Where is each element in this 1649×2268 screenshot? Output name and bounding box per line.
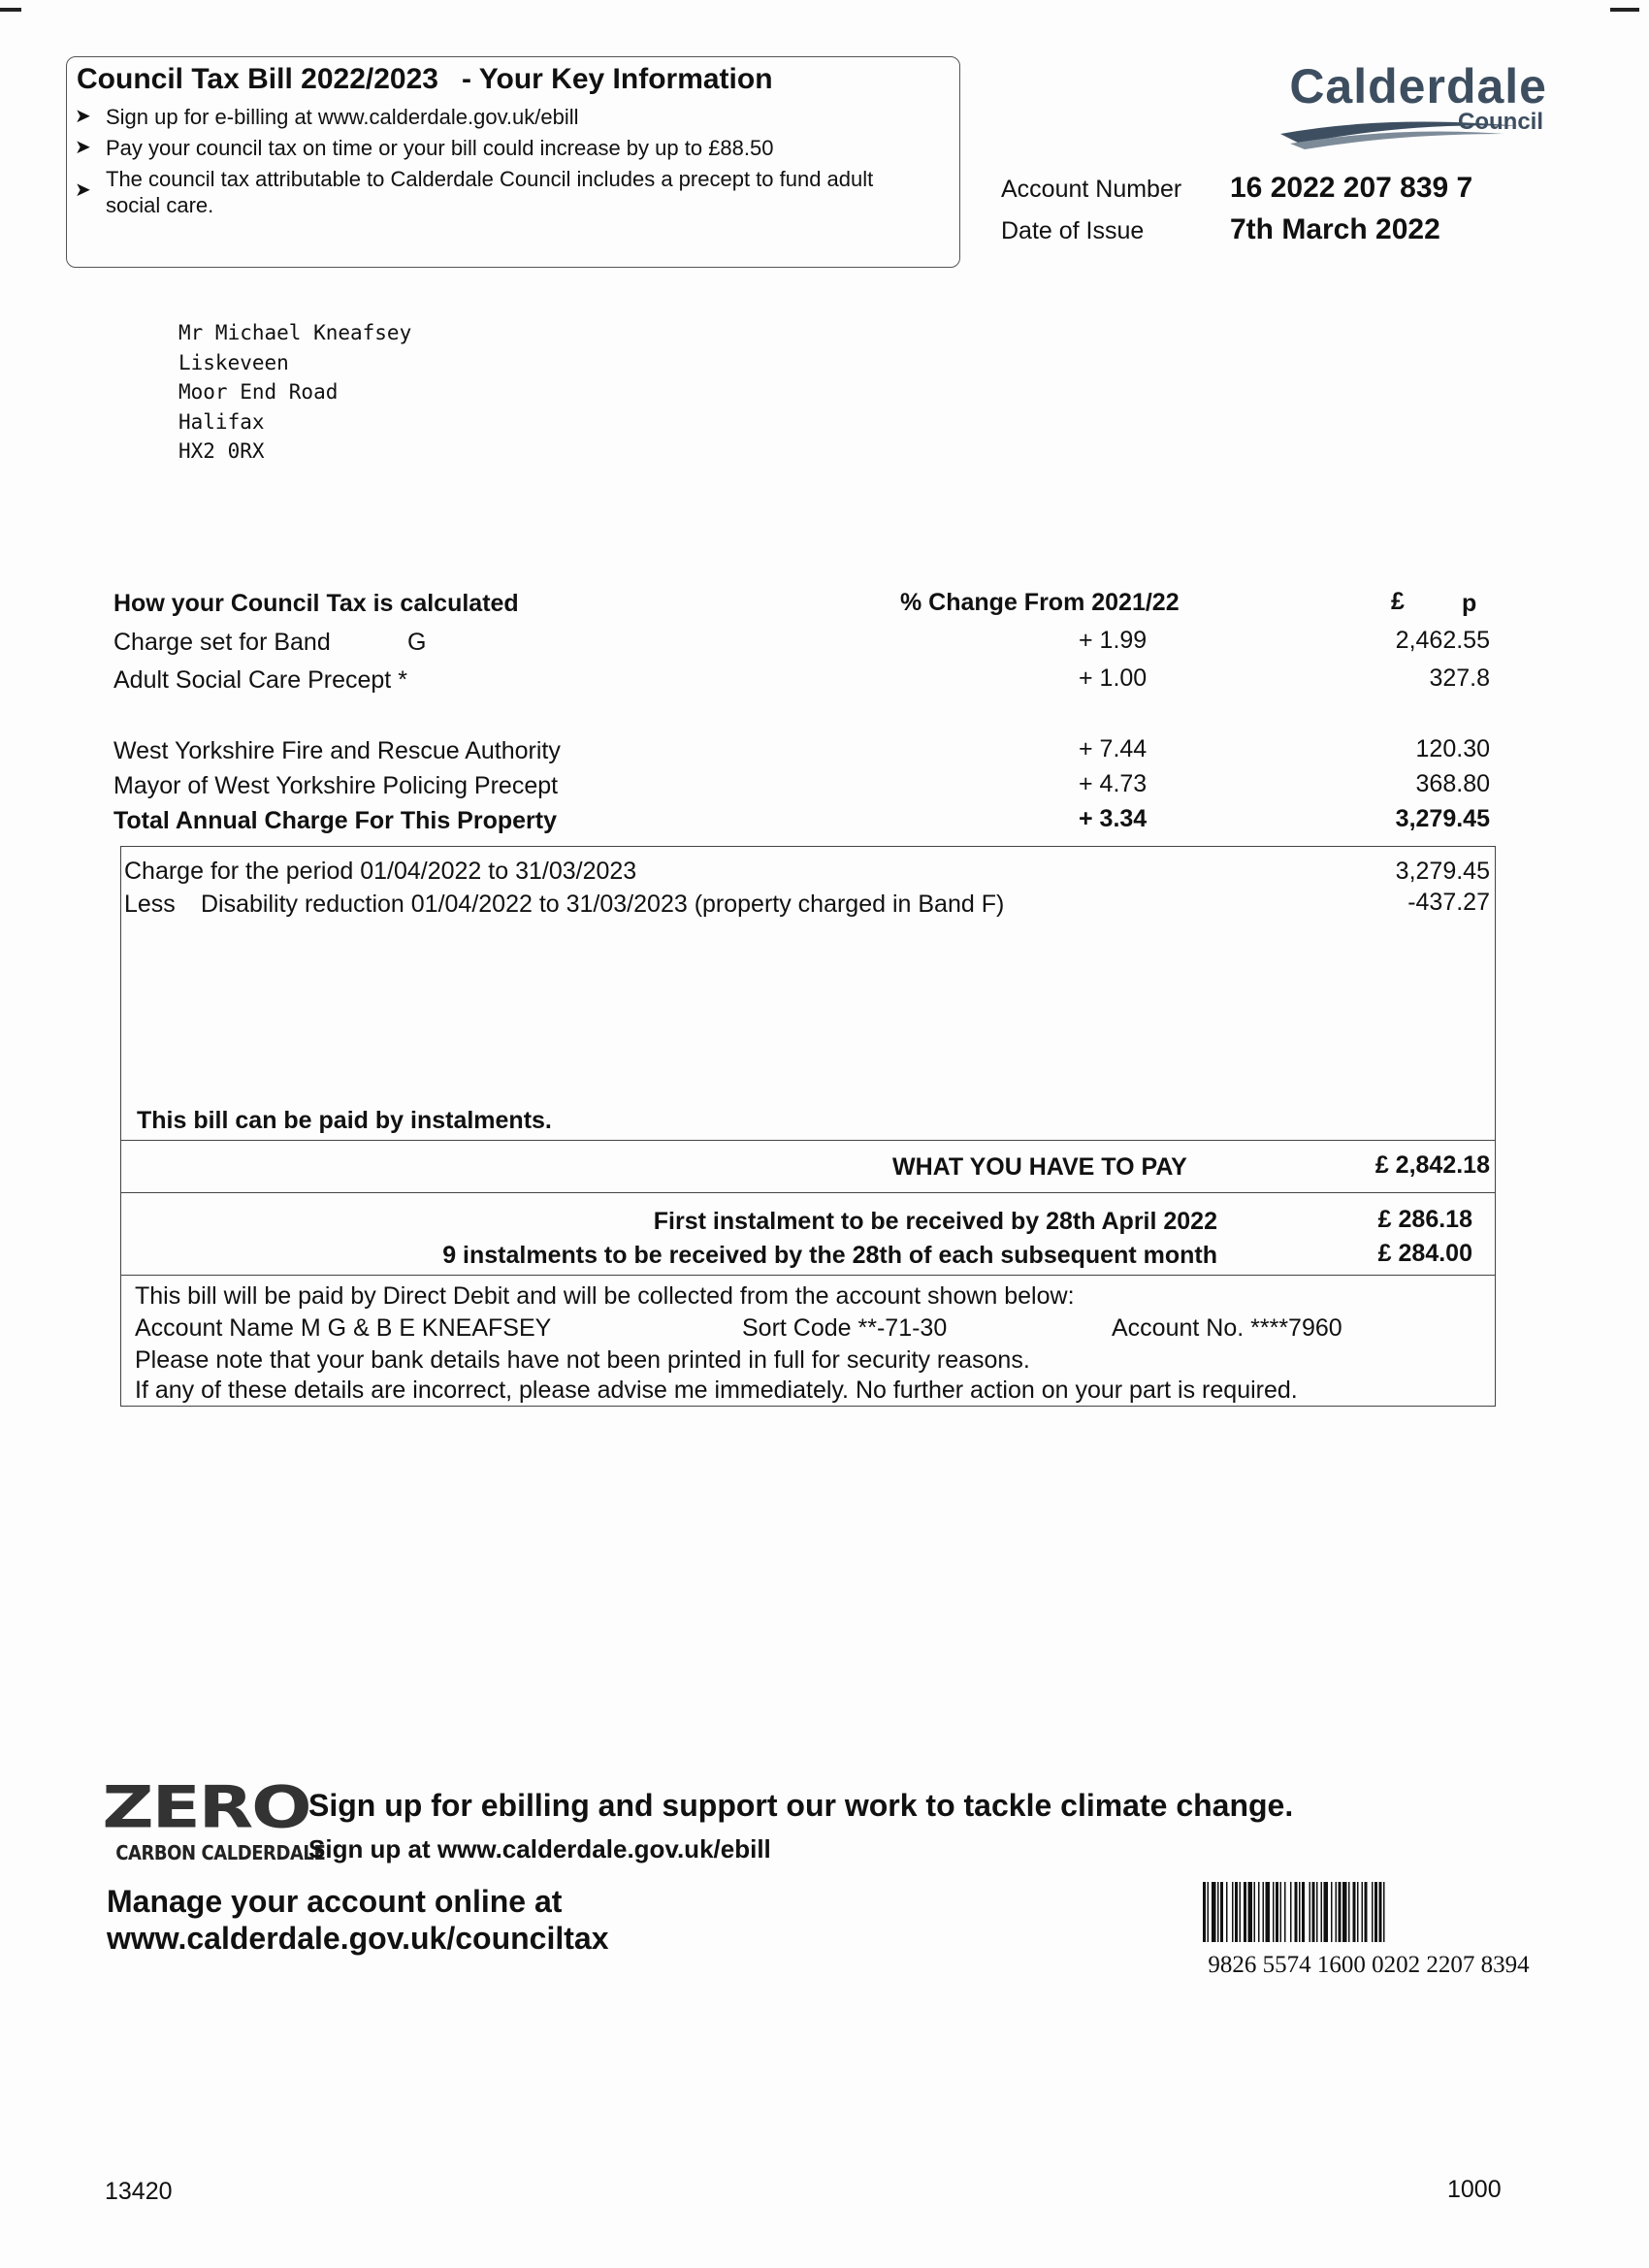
key-info-item xyxy=(75,135,928,161)
adult-social-care-change: + 1.00 xyxy=(1079,664,1148,692)
manage-account-text: Manage your account online at xyxy=(107,1884,563,1919)
zero-logo-word: ZERO xyxy=(102,1773,310,1841)
direct-debit-account-name: Account Name M G & B E KNEAFSEY xyxy=(135,1314,552,1342)
barcode-bar xyxy=(1353,1882,1356,1942)
direct-debit-advise-note: If any of these details are incorrect, please advise me immediately. No further action on your part is required. xyxy=(135,1377,1298,1404)
policing-precept-amount: 368.80 xyxy=(1415,770,1490,797)
zero-logo-subtitle: CARBON CALDERDALE xyxy=(115,1841,326,1864)
barcode-bar xyxy=(1357,1882,1359,1942)
reference-right: 1000 xyxy=(1447,2176,1502,2203)
direct-debit-sort-code: Sort Code **-71-30 xyxy=(742,1314,948,1342)
arrow-bullet-icon: ➤ xyxy=(75,106,91,127)
first-instalment-label: First instalment to be received by 28th April 2022 xyxy=(653,1208,1217,1235)
zero-carbon-calderdale-logo xyxy=(102,1773,326,1868)
barcode-bar xyxy=(1217,1882,1219,1942)
council-tax-link[interactable]: www.calderdale.gov.uk/counciltax xyxy=(107,1921,609,1956)
instalments-note: This bill can be paid by instalments. xyxy=(137,1107,552,1134)
barcode-bar xyxy=(1212,1882,1216,1942)
barcode-bar xyxy=(1299,1882,1301,1942)
barcode-bar xyxy=(1220,1882,1223,1942)
fire-rescue-amount: 120.30 xyxy=(1415,735,1490,762)
bill-subtitle: - Your Key Information xyxy=(461,63,773,95)
barcode-bar xyxy=(1240,1882,1242,1942)
date-of-issue-label: Date of Issue xyxy=(1001,217,1145,244)
barcode-bar xyxy=(1374,1882,1377,1942)
barcode-bar xyxy=(1379,1882,1382,1942)
barcode-bar xyxy=(1266,1882,1271,1942)
barcode-bar xyxy=(1310,1882,1311,1942)
key-info-item xyxy=(75,104,928,130)
calderdale-council-logo xyxy=(1271,58,1547,165)
barcode-bar xyxy=(1383,1882,1385,1942)
divider xyxy=(120,1192,1496,1193)
barcode-bar xyxy=(1372,1882,1374,1942)
direct-debit-account-no: Account No. ****7960 xyxy=(1112,1314,1342,1342)
period-charge-label: Charge for the period 01/04/2022 to 31/03/2023 xyxy=(124,858,637,885)
barcode-bar xyxy=(1276,1882,1278,1942)
barcode-bar xyxy=(1290,1882,1292,1942)
direct-debit-security-note: Please note that your bank details have not been printed in full for security reasons. xyxy=(135,1346,1030,1374)
barcode-bar xyxy=(1258,1882,1260,1942)
arrow-bullet-icon: ➤ xyxy=(75,137,91,158)
total-charge-change: + 3.34 xyxy=(1079,805,1148,832)
subsequent-instalments-label: 9 instalments to be received by the 28th of each subsequent month xyxy=(442,1242,1217,1269)
less-label: Less xyxy=(124,891,176,918)
barcode-bar xyxy=(1203,1882,1206,1942)
what-you-have-to-pay-amount: £ 2,842.18 xyxy=(1374,1151,1490,1179)
fire-rescue-change: + 7.44 xyxy=(1079,735,1148,762)
pound-heading: £ xyxy=(1391,588,1405,615)
fire-rescue-label: West Yorkshire Fire and Rescue Authority xyxy=(113,737,561,764)
barcode-bar xyxy=(1208,1882,1210,1942)
key-information-box xyxy=(66,56,960,268)
corner-mark-right xyxy=(1610,8,1639,12)
ebilling-headline: Sign up for ebilling and support our work to tackle climate change. xyxy=(308,1788,1294,1823)
key-info-item xyxy=(75,166,909,218)
band-value: G xyxy=(407,629,427,656)
total-charge-label: Total Annual Charge For This Property xyxy=(113,807,557,834)
calculation-heading: How your Council Tax is calculated xyxy=(113,590,519,617)
key-info-text: Pay your council tax on time or your bill could increase by up to £88.50 xyxy=(106,136,774,160)
divider xyxy=(120,1275,1496,1276)
policing-precept-change: + 4.73 xyxy=(1079,770,1148,797)
account-number: 16 2022 207 839 7 xyxy=(1230,172,1473,204)
barcode-bar xyxy=(1348,1882,1350,1942)
address-line: Moor End Road xyxy=(178,380,339,404)
arrow-bullet-icon: ➤ xyxy=(75,179,91,201)
barcode-bar xyxy=(1232,1882,1234,1942)
barcode-number: 9826 5574 1600 0202 2207 8394 xyxy=(1208,1952,1530,1978)
policing-precept-label: Mayor of West Yorkshire Policing Precept xyxy=(113,772,559,799)
bill-title: Council Tax Bill 2022/2023 xyxy=(77,63,438,95)
subsequent-instalments-amount: £ 284.00 xyxy=(1377,1240,1472,1267)
account-number-label: Account Number xyxy=(1001,176,1182,203)
barcode-bar xyxy=(1331,1882,1333,1942)
barcode-bar xyxy=(1339,1882,1342,1942)
ebilling-signup-link[interactable]: Sign up at www.calderdale.gov.uk/ebill xyxy=(308,1834,771,1863)
period-charge-amount: 3,279.45 xyxy=(1395,858,1490,885)
barcode-bar xyxy=(1321,1882,1323,1942)
address-line: Halifax xyxy=(178,409,265,434)
barcode-bar xyxy=(1312,1882,1315,1942)
change-heading: % Change From 2021/22 xyxy=(900,589,1180,616)
key-info-text: Sign up for e-billing at www.calderdale.gov.uk/ebill xyxy=(106,105,579,129)
pence-heading: p xyxy=(1462,590,1477,617)
reference-left: 13420 xyxy=(105,2178,173,2205)
adult-social-care-amount: 327.8 xyxy=(1429,664,1490,692)
key-info-title xyxy=(77,63,773,96)
date-of-issue: 7th March 2022 xyxy=(1230,213,1440,245)
logo-wordmark: Calderdale xyxy=(1289,59,1547,113)
barcode-bar xyxy=(1362,1882,1364,1942)
barcode-bar xyxy=(1284,1882,1286,1942)
barcode-bar xyxy=(1302,1882,1305,1942)
charge-band-label: Charge set for Band xyxy=(113,629,331,656)
first-instalment-amount: £ 286.18 xyxy=(1377,1206,1472,1233)
barcode-bar xyxy=(1316,1882,1318,1942)
barcode-bar xyxy=(1295,1882,1298,1942)
address-line: Liskeveen xyxy=(178,350,289,374)
divider xyxy=(120,1140,1496,1141)
barcode xyxy=(1203,1882,1533,1942)
barcode-bar xyxy=(1235,1882,1238,1942)
barcode-bar xyxy=(1324,1882,1329,1942)
disability-reduction-label: Disability reduction 01/04/2022 to 31/03/2023 (property charged in Band F) xyxy=(201,891,1005,918)
barcode-bar xyxy=(1254,1882,1256,1942)
barcode-bar xyxy=(1280,1882,1282,1942)
recipient-address xyxy=(178,318,411,467)
barcode-bar xyxy=(1248,1882,1253,1942)
barcode-bar xyxy=(1342,1882,1347,1942)
barcode-bar xyxy=(1226,1882,1228,1942)
direct-debit-line: This bill will be paid by Direct Debit and will be collected from the account shown below: xyxy=(135,1282,1075,1310)
corner-mark-left xyxy=(0,8,21,12)
address-line: Mr Michael Kneafsey xyxy=(178,321,412,344)
barcode-bar xyxy=(1263,1882,1265,1942)
address-line: HX2 0RX xyxy=(178,439,265,463)
key-info-text: The council tax attributable to Calderdale Council includes a precept to fund adult social care. xyxy=(106,167,874,217)
adult-social-care-label: Adult Social Care Precept * xyxy=(113,666,407,694)
barcode-bar xyxy=(1336,1882,1338,1942)
barcode-bar xyxy=(1365,1882,1368,1942)
charge-band-amount: 2,462.55 xyxy=(1395,627,1490,654)
disability-reduction-amount: -437.27 xyxy=(1407,889,1490,916)
charge-band-change: + 1.99 xyxy=(1079,627,1148,654)
total-charge-amount: 3,279.45 xyxy=(1395,805,1490,832)
barcode-bar xyxy=(1273,1882,1275,1942)
logo-subtitle: Council xyxy=(1458,109,1543,135)
what-you-have-to-pay-label: WHAT YOU HAVE TO PAY xyxy=(892,1153,1187,1181)
barcode-bar xyxy=(1244,1882,1246,1942)
